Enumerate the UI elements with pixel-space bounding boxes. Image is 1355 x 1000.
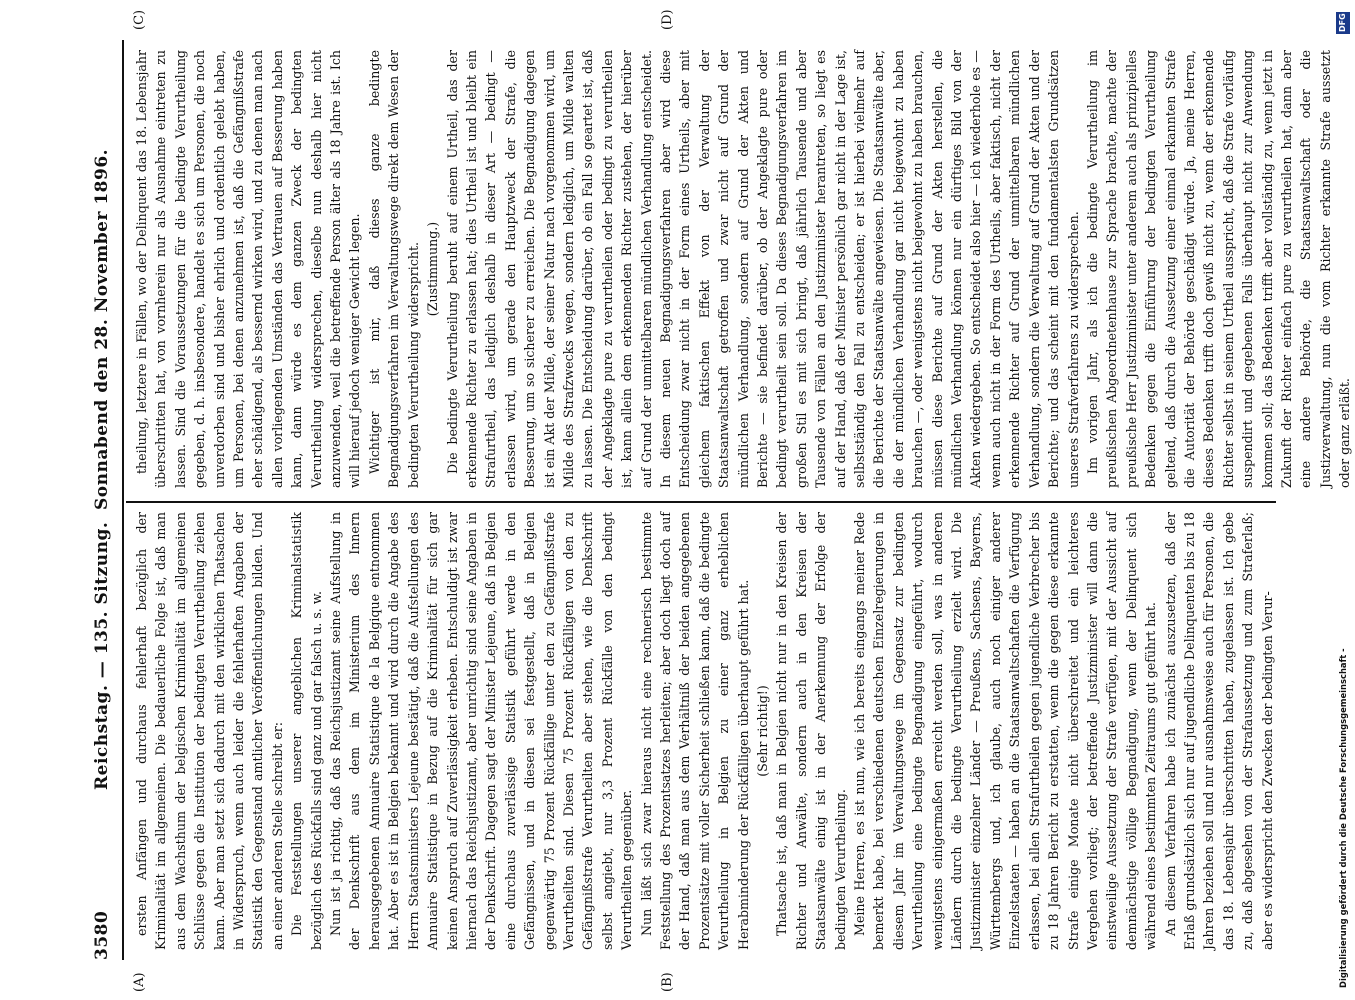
session-date: Sonnabend den 28. November 1896.: [92, 148, 112, 510]
session-title: Reichstag. — 135. Sitzung.: [92, 521, 112, 790]
margin-marker-d: (D): [660, 9, 675, 30]
dfg-logo: DFG: [1336, 12, 1350, 34]
paragraph: Thatsache ist, daß man in Belgien nicht nur in den Kreisen der Richter und Anwälte, sondern auch in den Kreisen der Staatsanwälte einig ist in der Anerkennung der Erfolge der bedingten Verurtheilung.: [774, 512, 848, 950]
page-number: 3580: [92, 910, 112, 960]
paragraph: Meine Herren, es ist nun, wie ich bereits eingangs meiner Rede bemerkt habe, bei verschiedenen deutschen Einzelregierungen in diesem Jahr im Verwaltungswege im Gegensatz zur bedingten Verurtheilung eine bedingte Begnadigung eingeführt, wodurch wenigstens einigermaßen erreicht werden soll, was in anderen Ländern durch die bedingte Verurtheilung erzielt wird. Die Justizminister einzelner Länder — Preußens, Sachsens, Bayerns, Württembergs und, ich glaube, auch noch einiger anderer Einzelstaaten — haben an die Staatsanwaltschaften die Verfügung erlassen, bei allen Strafurtheilen gegen jugendliche Verbrecher bis zu 18 Jahren Bericht zu erstatten, wenn die gegen diese erkannte Strafe einige Monate nicht überschreitet und ein leichteres Vergehen vorliegt; der betreffende Justizminister will dann die einstweilige Aussetzung der Strafe verfügen, mit der Aussicht auf demnächstige völlige Begnadigung, wenn der Delinquent sich während eines bestimmten Zeitraums gut geführt hat.: [852, 512, 1159, 950]
digitization-credit: [1336, 12, 1350, 988]
paragraph: Die bedingte Verurtheilung beruht auf einem Urtheil, das der erkennende Richter zu erlassen hat; dies Urtheil ist und bleibt ein Strafurtheil, das lediglich deshalb in dieser Art — bedingt — erlassen wird, um gerade den Hauptzweck der Strafe, die Besserung, um so sicherer zu erreichen. Die Begnadigung dagegen ist ein Akt der Milde, der seiner Natur nach vorgenommen wird, um Milde des Strafzwecks wegen, sondern lediglich, um Milde walten zu lassen. Die Entscheidung darüber, ob ein Fall so geartet ist, daß der Angeklagte pure zu verurtheilen oder bedingt zu verurtheilen ist, kann allein dem erkennenden Richter zustehen, der hierüber auf Grund der unmittelbaren mündlichen Verhandlung entscheidet. In diesem neuen Begnadigungsverfahren aber wird diese Entscheidung zwar nicht in der Form eines Urtheils, aber mit gleichem faktischen Effekt von der Verwaltung der Staatsanwaltschaft getroffen und zwar nicht auf Grund der mündlichen Verhandlung, sondern auf Grund der Akten und Berichte — sie befindet darüber, ob der Angeklagte pure oder bedingt verurtheilt sein soll. Da dieses Begnadigungsverfahren im großen Stil es mit sich bringt, daß jährlich Tausende und aber Tausende von Fällen an den Justizminister herantreten, so liegt es auf der Hand, daß der Minister persönlich gar nicht in der Lage ist, selbstständig den Fall zu entscheiden; er ist hierbei vielmehr auf die Berichte der Staatsanwälte angewiesen. Die Staatsanwälte aber, die der mündlichen Verhandlung gar nicht beigewohnt zu haben brauchen —, oder wenigstens nicht beigewohnt zu haben brauchen, müssen diese Berichte auf Grund der Akten herstellen, die mündlichen Verhandlung können nur ein dürftiges Bild von der Akten wiedergeben. So entscheidet also hier — ich wiederhole es — wenn auch nicht in der Form des Urtheils, aber faktisch, nicht der erkennende Richter auf Grund der unmittelbaren mündlichen Verhandlung, sondern die Verwaltung auf Grund der Akten und der Berichte; und das scheint mit den fundamentalsten Grundsätzen unseres Strafverfahrens zu widersprechen.: [444, 50, 1081, 488]
paragraph: Nun läßt sich zwar hieraus nicht eine rechnerisch bestimmte Feststellung des Prozentsatzes herleiten; aber doch liegt doch auf der Hand, daß man aus dem Verhältniß der beiden angegebenen Prozentsätze mit voller Sicherheit schließen kann, daß die bedingte Verurtheilung in Belgien zu einer ganz erheblichen Herabminderung der Rückfälligen überhaupt geführt hat.: [638, 512, 751, 950]
left-column: [132, 512, 1282, 950]
margin-marker-b: (B): [660, 972, 675, 992]
paragraph: Im vorigen Jahr, als ich die bedingte Verurtheilung im preußischen Abgeordnetenhause zur Sprache brachte, machte der preußische Herr Justizminister unter anderem auch als prinzipielles Bedenken gegen die Einführung der bedingten Verurtheilung geltend, daß durch die Aussetzung einer einmal erkannten Strafe die Autorität der Behörde geschädigt würde. Ja, meine Herren, dieses Bedenken trifft doch gewiß nicht zu, wenn der erkennende Richter selbst in seinem Urtheil ausspricht, daß die Strafe vorläufig suspendirt und gegebenen Falls überhaupt nicht zur Anwendung kommen soll; das Bedenken trifft aber vollständig zu, wenn jetzt in Zukunft der Richter einfach pure zu verurtheilen hat, dann aber eine andere Behörde, die Staatsanwaltschaft oder die Justizverwaltung, nun die vom Richter erkannte Strafe aussetzt oder ganz erläßt.: [1084, 50, 1353, 488]
paragraph: An diesem Verfahren habe ich zunächst auszusetzen, daß der Erlaß grundsätzlich sich nur auf jugendliche Delinquenten bis zu 18 Jahren beziehen soll und nur ausnahmsweise auch für Personen, die das 18. Lebensjahr überschritten haben, zugelassen ist. Ich gebe zu, daß abgesehen von der Strafaussetzung und zum Straferlaß; aber es widerspricht den Zwecken der bedingten Verur-: [1162, 512, 1275, 950]
credit-text: Digitalisierung gefördert durch die Deutsche Forschungsgemeinschaft -: [1338, 648, 1348, 988]
margin-marker-c: (C): [132, 9, 147, 30]
column-divider: [126, 501, 1276, 503]
paragraph: Wichtiger ist mir, daß dieses ganze bedingte Begnadigungsverfahren im Verwaltungswege direkt dem Wesen der bedingten Verurtheilung widerspricht.: [366, 50, 421, 488]
paragraph: theilung, letztere in Fällen, wo der Delinquent das 18. Lebensjahr überschritten hat, von vornherein nur als Ausnahme eintreten zu lassen. Sind die Voraussetzungen für die bedingte Verurtheilung gegeben, d. h. insbesondere, handelt es sich um Personen, die noch unverdorben sind und bisher ehrlich und ordentlich gelebt haben, um Personen, bei denen anzunehmen ist, daß die Gefängnißstrafe eher schädigend, als bessernd wirken wird, und zu denen man nach allen vorliegenden Umständen das Vertrauen auf Besserung haben kann, dann würde es dem ganzen Zweck der bedingten Verurtheilung widersprechen, dieselbe nun deshalb hier nicht anzuwenden, weil die betreffende Person älter als 18 Jahre ist. Ich will hierauf jedoch weniger Gewicht legen.: [134, 50, 363, 488]
interjection: (Zustimmung.): [425, 221, 441, 317]
margin-marker-a: (A): [132, 972, 147, 992]
paragraph: ersten Anfängen und durchaus fehlerhaft bezüglich der Kriminalität im allgemeinen. Die bedauerliche Folge ist, daß man aus dem Wachsthum der belgischen Kriminalität im allgemeinen Schlüsse gegen die Institution der bedingten Verurtheilung ziehen kann. Aber man setzt sich dadurch mit den wirklichen Thatsachen in Widerspruch, wenn auch leider die fehlerhaften Angaben der Statistik den Gegenstand amtlicher Veröffentlichungen bilden. Und an einer anderen Stelle schreibt er:: [134, 512, 285, 950]
page-header: [92, 40, 118, 960]
paragraph: Nun ist ja richtig, daß das Reichsjustizamt seine Aufstellung in der Denkschrift aus dem im Ministerium des Innern herausgegebenen Annuaire Statistique de la Belgique entnommen hat. Aber es ist in Belgien bekannt und wird durch die Angabe des Herrn Staatsministers Lejeune bestätigt, daß die Aufstellungen des Annuaire Statistique in Bezug auf die Kriminalität für sich gar keinen Anspruch auf Zuverlässigkeit erheben. Entschuldigt ist zwar hiernach das Reichsjustizamt, aber unrichtig sind seine Angaben in der Denkschrift. Dagegen sagt der Minister Lejeune, daß in Belgien eine durchaus zuverlässige Statistik geführt werde in den Gefängnissen, und in diesen sei festgestellt, daß in Belgien gegenwärtig 75 Prozent Rückfällige unter den zu Gefängnißstrafe Verurtheilten sind. Diesen 75 Prozent Rückfälligen von den zu Gefängnißstrafe Verurtheilten aber stehen, wie die Denkschrift selbst angiebt, nur 3,3 Prozent Rückfälle von den bedingt Verurtheilten gegenüber.: [328, 512, 635, 950]
header-rule: [122, 40, 124, 960]
paragraph: Die Feststellungen unserer angeblichen Kriminalstatistik bezüglich des Rückfalls sind ganz und gar falsch u. s. w.: [289, 512, 324, 950]
interjection: (Sehr richtig!): [755, 685, 770, 777]
right-column: [132, 50, 1353, 488]
